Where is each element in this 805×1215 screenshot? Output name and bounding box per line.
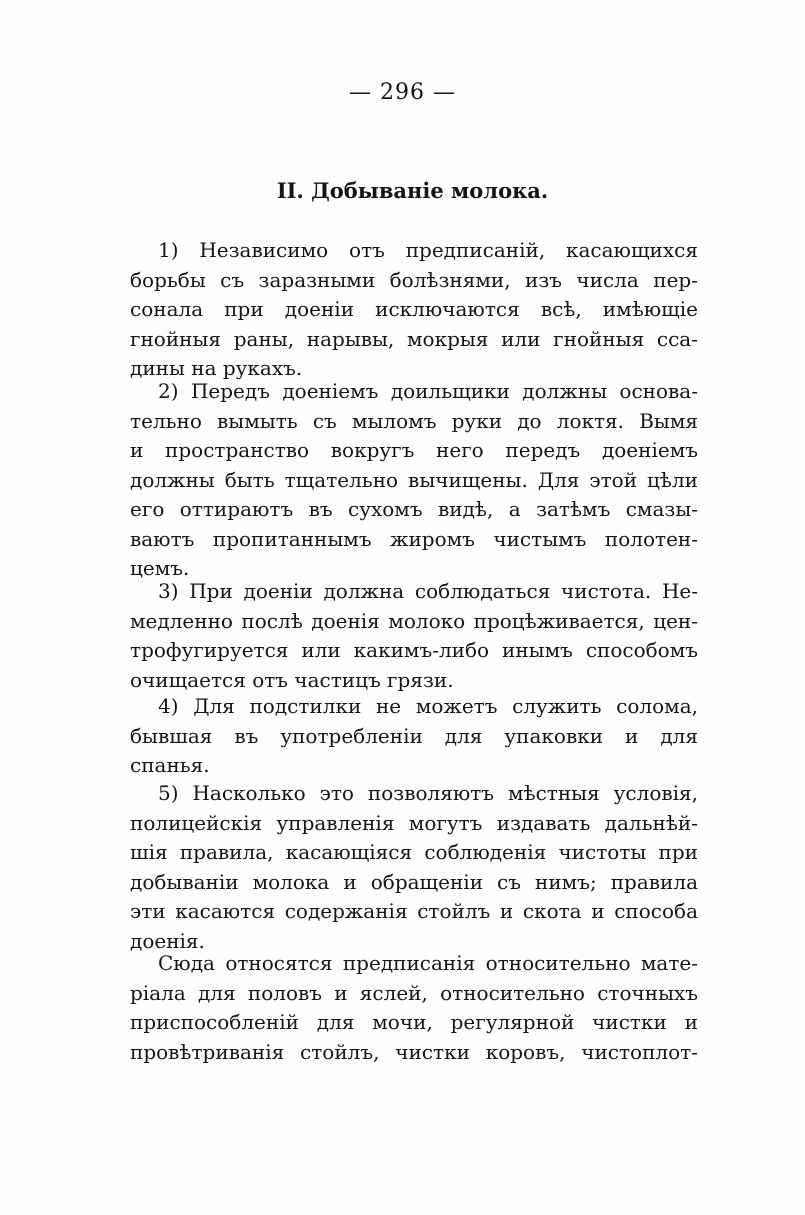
page-number: — 296 — [349,80,456,105]
paragraph-line: медленно послѣ доенія молоко процѣживается, цен- [130,608,698,633]
paragraph-4 [130,692,698,781]
paragraph-line: борьбы съ заразными болѣзнями, изъ числа пер- [130,267,698,292]
paragraph-line: приспособленій для мочи, регулярной чистки и [130,1010,698,1034]
paragraph-line: доенія. [130,928,205,953]
paragraph-line: и пространство вокругъ него передъ доеніемъ [130,438,698,462]
paragraph-line: должны быть тщательно вычищены. Для этой цѣли [130,467,698,492]
paragraph-line: ваютъ пропитаннымъ жиромъ чистымъ полотен- [130,526,698,551]
paragraph-line: полицейскія управленія могутъ издавать дальнѣй- [130,810,698,835]
paragraph-3 [130,577,698,695]
paragraph-line: 1) Независимо отъ предписаній, касающихся [158,238,698,262]
paragraph-line: добываніи молока и обращеніи съ нимъ; правила [130,869,698,894]
paragraph-line: провѣтриванія стойлъ, чистки коровъ, чистоплот- [130,1039,698,1064]
paragraph-line: тельно вымыть съ мыломъ руки до локтя. Вымя [130,408,698,433]
paragraph-line: 5) Насколько это позволяютъ мѣстныя условія, [158,781,698,805]
paragraph-line: 4) Для подстилки не можетъ служить солома, [158,694,698,718]
paragraph-line: шія правила, касающіяся соблюденія чистоты при [130,840,698,864]
paragraph-6 [130,949,698,1067]
paragraph-line: дины на рукахъ. [130,356,303,380]
paragraph-line: эти касаются содержанія стойлъ и скота и способа [130,899,698,923]
paragraph-line: трофугируется или какимъ-либо инымъ способомъ [130,638,698,662]
paragraph-line: спанья. [130,753,210,777]
paragraph-1 [130,236,698,384]
paragraph-line: его оттираютъ въ сухомъ видѣ, а затѣмъ смазы- [130,497,698,521]
paragraph-line: гнойныя раны, нарывы, мокрыя или гнойныя сса- [130,326,698,351]
paragraph-line: ріала для половъ и яслей, относительно сточныхъ [130,980,698,1005]
paragraph-line: бывшая въ употребленіи для упаковки и для [130,723,698,748]
paragraph-line: 2) Передъ доеніемъ доильщики должны основа- [158,379,698,403]
paragraph-line: сонала при доеніи исключаются всѣ, имѣющіе [130,297,698,321]
paragraph-5 [130,779,698,956]
section-heading: II. Добываніе молока. [276,178,549,203]
paragraph-line: Сюда относятся предписанія относительно мате- [158,951,698,975]
paragraph-line: очищается отъ частицъ грязи. [130,667,454,692]
paragraph-2 [130,377,698,584]
paragraph-line: цемъ. [130,556,190,580]
paragraph-line: 3) При доеніи должна соблюдаться чистота. Не- [158,579,698,603]
